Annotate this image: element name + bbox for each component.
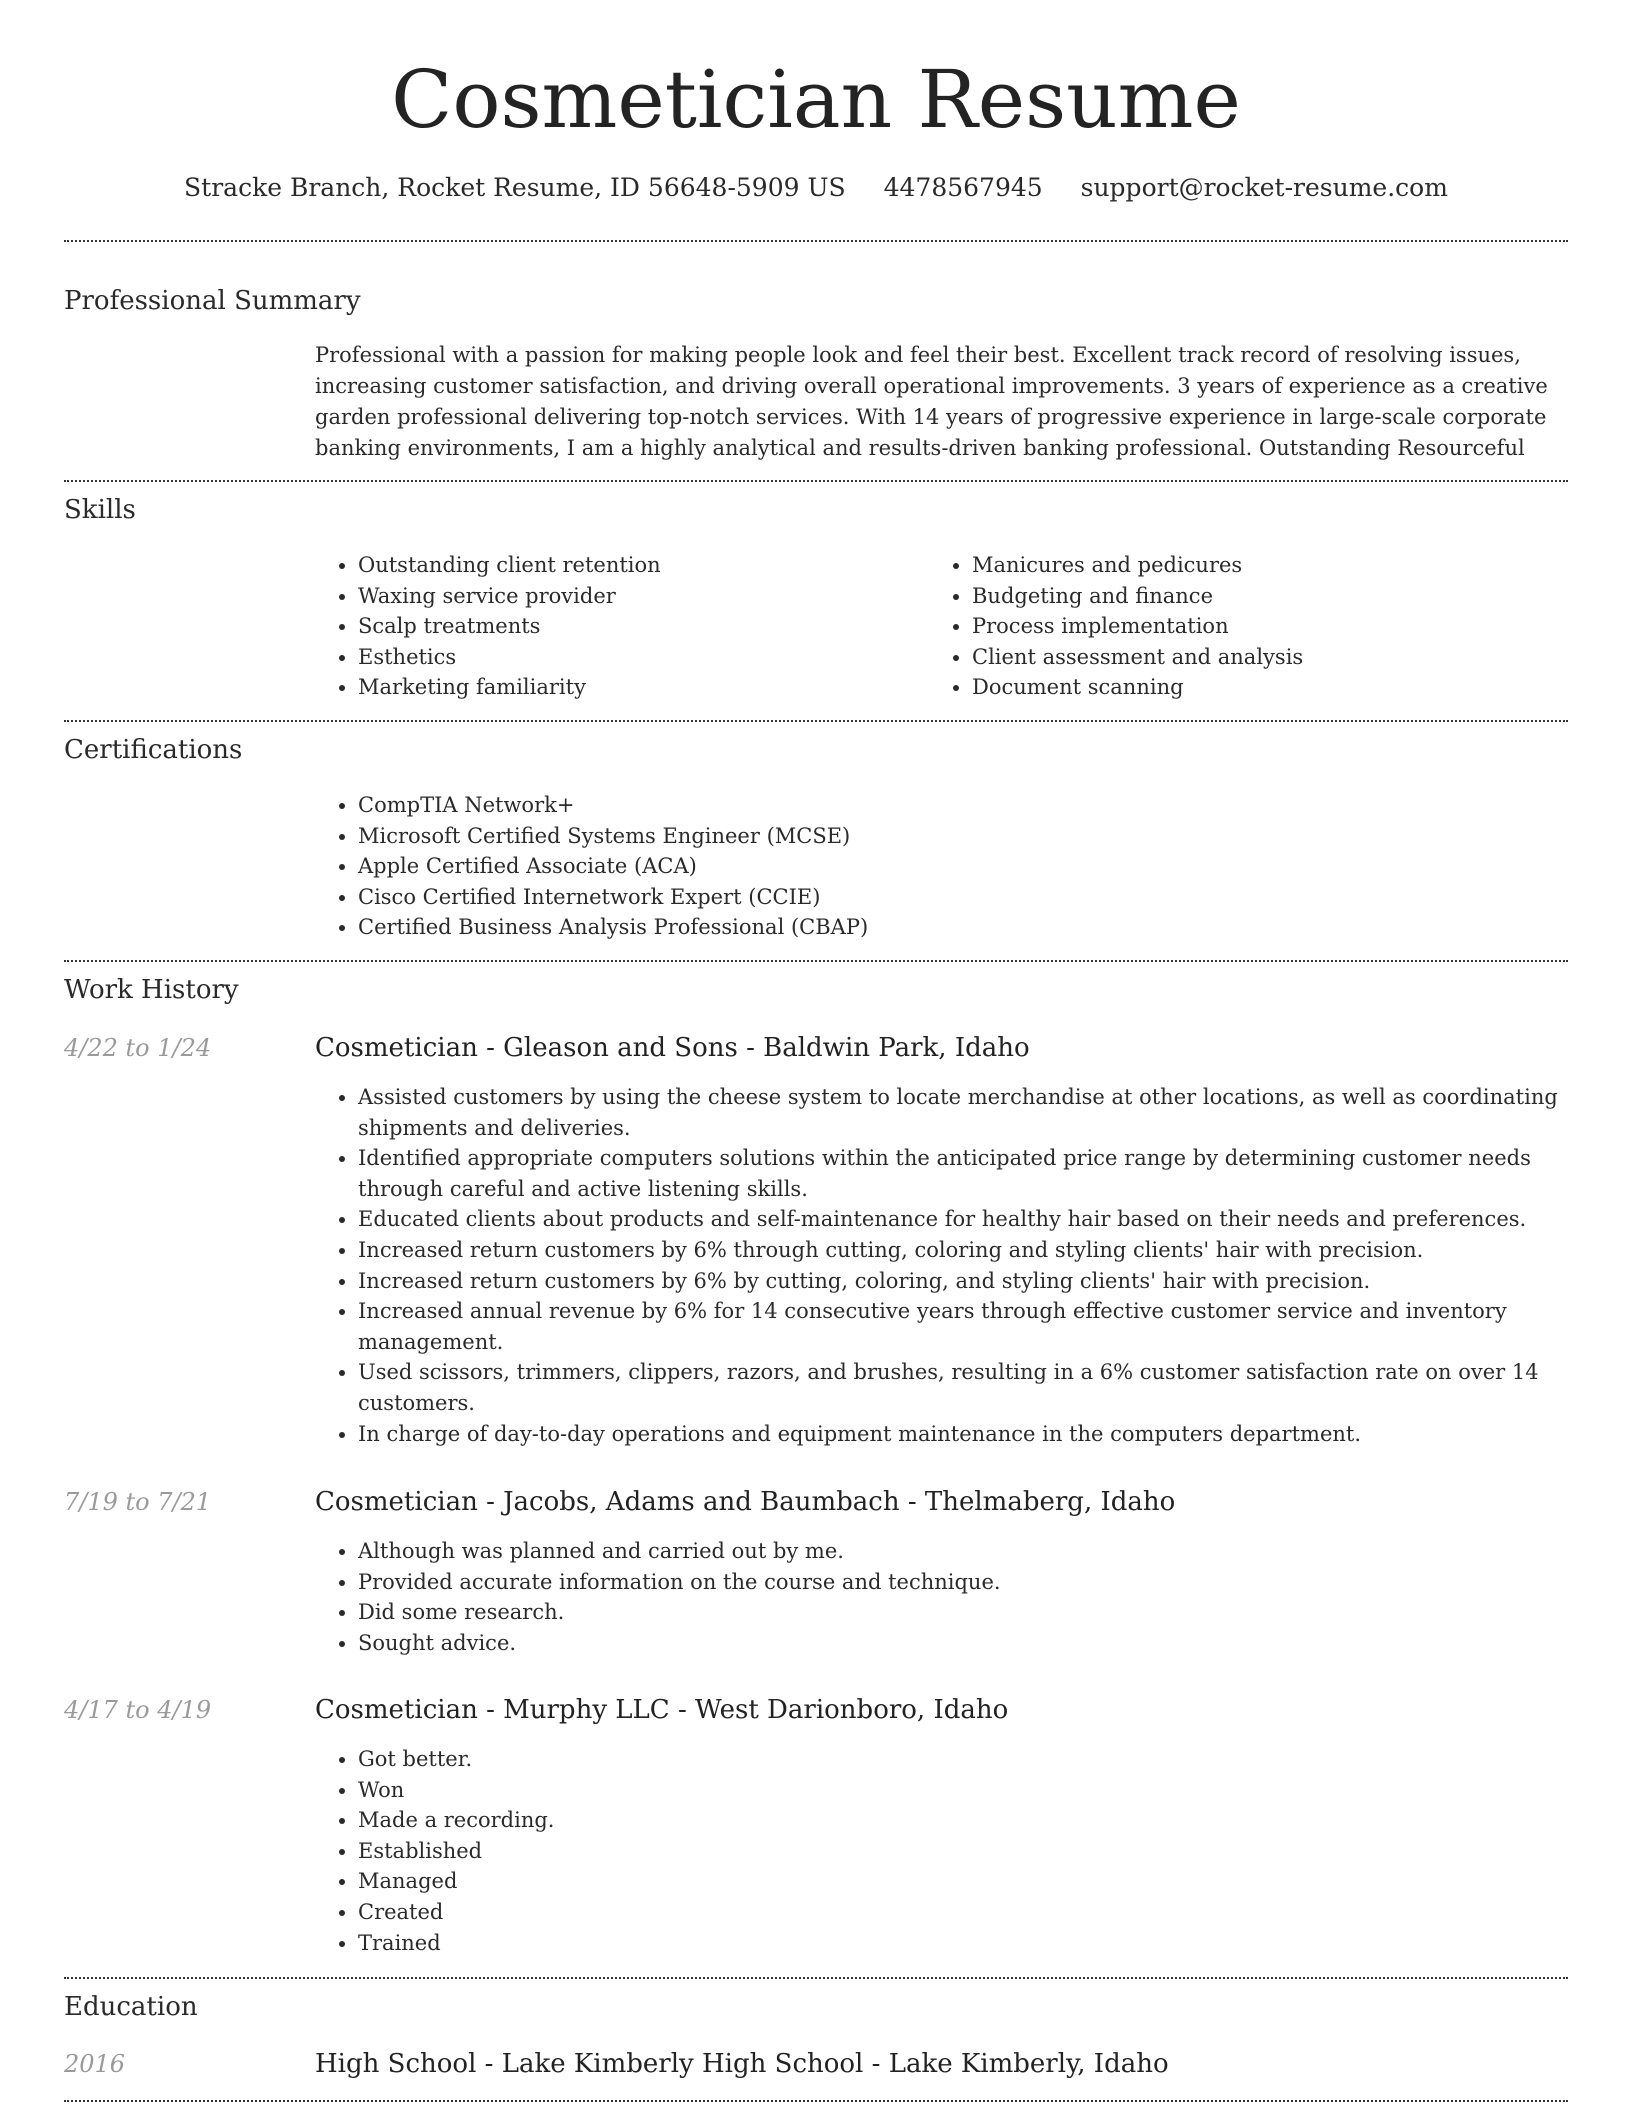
list-item: • Document scanning [972,672,1572,703]
list-item: • Budgeting and finance [972,581,1572,612]
list-item: • Identified appropriate computers solutions within the anticipated price range by determining customer needs through careful and active listening skills. [358,1143,1612,1204]
list-item: • Did some research. [358,1597,1612,1628]
contact-phone: 4478567945 [883,173,1043,202]
job-dates: 7/19 to 7/21 [64,1488,212,1516]
list-item: • Certified Business Analysis Professional (CBAP) [358,912,1558,943]
list-item: • Sought advice. [358,1628,1612,1659]
list-item: • Client assessment and analysis [972,642,1572,673]
divider [64,480,1568,482]
list-item: • In charge of day-to-day operations and equipment maintenance in the computers department. [358,1419,1612,1450]
section-title-education: Education [64,1992,198,2022]
section-title-skills: Skills [64,495,136,525]
job-title: Cosmetician - Jacobs, Adams and Baumbach - Thelmaberg, Idaho [315,1487,1176,1517]
job-dates: 4/17 to 4/19 [64,1696,212,1724]
section-title-certifications: Certifications [64,735,243,765]
list-item: • Marketing familiarity [358,672,918,703]
contact-address: Stracke Branch, Rocket Resume, ID 56648-5909 US [184,173,846,202]
section-title-work-history: Work History [64,975,239,1005]
divider [64,720,1568,722]
contact-line [0,170,1632,206]
education-entry: High School - Lake Kimberly High School - Lake Kimberly, Idaho [315,2049,1169,2079]
job-bullets [314,1744,1612,1958]
list-item: • Got better. [358,1744,1612,1775]
list-item: • Manicures and pedicures [972,550,1572,581]
section-title-summary: Professional Summary [64,286,361,316]
list-item: • Esthetics [358,642,918,673]
list-item: • Process implementation [972,611,1572,642]
job-dates: 4/22 to 1/24 [64,1034,212,1062]
resume-title: Cosmetician Resume [391,53,1241,146]
list-item: • Scalp treatments [358,611,918,642]
list-item: • Won [358,1775,1612,1806]
list-item: • Increased annual revenue by 6% for 14 consecutive years through effective customer service and inventory management. [358,1296,1612,1357]
job-title: Cosmetician - Murphy LLC - West Darionboro, Idaho [315,1695,1009,1725]
list-item: • Apple Certified Associate (ACA) [358,851,1558,882]
divider [64,960,1568,962]
list-item: • Although was planned and carried out by me. [358,1536,1612,1567]
divider [64,240,1568,242]
divider [64,1977,1568,1979]
job-bullets [314,1536,1612,1658]
skills-list-left [314,550,918,703]
list-item: • Provided accurate information on the course and technique. [358,1567,1612,1598]
list-item: • CompTIA Network+ [358,790,1558,821]
list-item: • Used scissors, trimmers, clippers, razors, and brushes, resulting in a 6% customer satisfaction rate on over 14 customers. [358,1357,1612,1418]
summary-text: Professional with a passion for making people look and feel their best. Excellent track record of resolving issues, increasing customer satisfaction, and driving overall operational improvements. 3 years of experience as a creative garden professional delivering top-notch services. With 14 years of progressive experience in large-scale corporate banking environments, I am a highly analytical and results-driven banking professional. Outstanding Resourceful [315,343,1548,460]
list-item: • Cisco Certified Internetwork Expert (CCIE) [358,882,1558,913]
skills-list-right [928,550,1572,703]
job-title: Cosmetician - Gleason and Sons - Baldwin Park, Idaho [315,1033,1030,1063]
list-item: • Increased return customers by 6% by cutting, coloring, and styling clients' hair with precision. [358,1266,1612,1297]
job-bullets [314,1082,1612,1449]
list-item: • Increased return customers by 6% through cutting, coloring and styling clients' hair with precision. [358,1235,1612,1266]
list-item: • Managed [358,1866,1612,1897]
list-item: • Microsoft Certified Systems Engineer (MCSE) [358,821,1558,852]
list-item: • Educated clients about products and self-maintenance for healthy hair based on their needs and preferences. [358,1204,1612,1235]
list-item: • Established [358,1836,1612,1867]
list-item: • Waxing service provider [358,581,918,612]
list-item: • Made a recording. [358,1805,1612,1836]
list-item: • Created [358,1897,1612,1928]
list-item: • Outstanding client retention [358,550,918,581]
certifications-list [314,790,1558,943]
contact-email: support@rocket-resume.com [1080,173,1448,202]
divider [64,2100,1568,2102]
list-item: • Trained [358,1928,1612,1959]
education-year: 2016 [64,2050,126,2078]
list-item: • Assisted customers by using the cheese system to locate merchandise at other locations, as well as coordinating shipments and deliveries. [358,1082,1612,1143]
